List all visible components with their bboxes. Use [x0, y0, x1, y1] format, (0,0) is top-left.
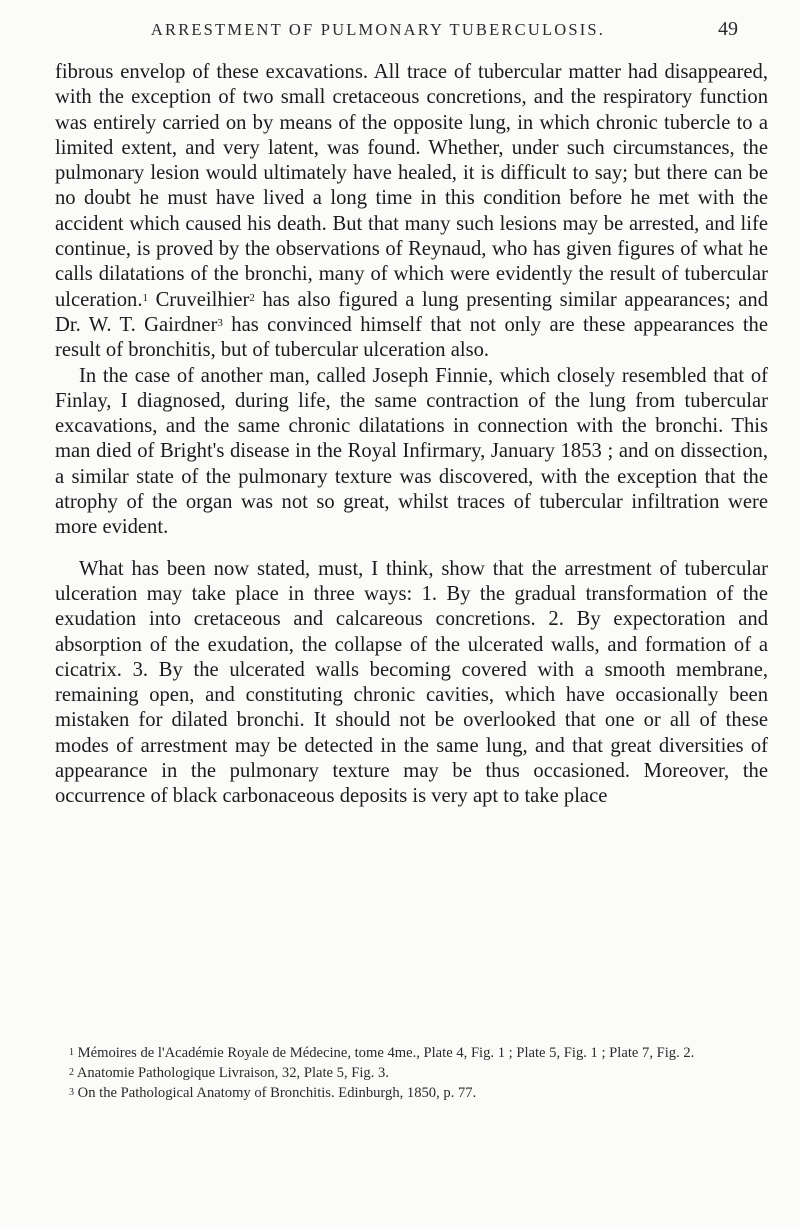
footnote: [55, 1064, 768, 1084]
paragraph-text: Cruveilhier: [147, 288, 250, 311]
paragraph-arrestment-modes: What has been now stated, must, I think, show that the arrestment of tubercular ulceration may take place in three ways: 1. By the gradual transformation of the exudation into cretaceous and calcareous concretions. 2. By expectoration and absorption of the exudation, the collapse of the ulcerated walls, and formation of a cicatrix. 3. By the ulcerated walls becoming covered with a smooth membrane, remaining open, and constituting chronic cavities, which have occasionally been mistaken for dilated bronchi. It should not be overlooked that one or all of these modes of arrestment may be detected in the same lung, and that great diversities of appearance in the pulmonary texture may be thus occasioned. Moreover, the occurrence of black carbonaceous deposits is very apt to take place: [55, 557, 768, 808]
paragraph-text: has also figured a lung presenting similar appearances; and Dr. W. T. Gairdner: [55, 288, 768, 336]
footnote-ref: 3: [217, 316, 223, 329]
paragraph-text: has convinced himself that not only are these appearances the result of bronchitis, but of tubercular ulceration also.: [55, 313, 768, 362]
page-number: 49: [718, 18, 738, 40]
paragraph-continuation: [55, 60, 768, 364]
footnote-marker: 1: [69, 1047, 74, 1058]
paragraph-finnie-case: In the case of another man, called Joseph Finnie, which closely resembled that of Finlay, I diagnosed, during life, the same contraction of the lung from tubercular excavations, and the same chronic dilatations in connection with the bronchi. This man died of Bright's disease in the Royal Infirmary, January 1853 ; and on dissection, a similar state of the pulmonary texture was discovered, with the exception that the atrophy of the organ was not so great, whilst traces of tubercular infiltration were more evident.: [55, 364, 768, 539]
running-title: ARRESTMENT OF PULMONARY TUBERCULOSIS.: [150, 20, 606, 39]
body-text: [55, 60, 768, 810]
footnote-text: Mémoires de l'Académie Royale de Médecine, tome 4me., Plate 4, Fig. 1 ; Plate 5, Fig. 1 ; Plate 7, Fig. 2.: [74, 1045, 695, 1061]
footnotes: [55, 1044, 768, 1103]
footnote-ref: 2: [249, 291, 255, 304]
footnote-marker: 2: [69, 1066, 74, 1078]
footnote-marker: 3: [69, 1086, 74, 1098]
footnote-ref: 1: [142, 291, 148, 304]
paragraph-text: fibrous envelop of these excavations. All trace of tubercular matter had disappeared, with the exception of two small cretaceous concretions, and the respiratory function was entirely carried on by means of the opposite lung, in which chronic tubercle to a limited extent, and very latent, was found. Whether, under such circumstances, the pulmonary lesion would ultimately have healed, it is difficult to say; but there can be no doubt he must have lived a long time in this condition before he met with the accident which caused his death. But that many such lesions may be arrested, and life continue, is proved by the observations of Reynaud, who has given figures of what he calls dilatations of the bronchi, many of which were evidently the result of tubercular ulceration.: [55, 61, 768, 311]
page-header: [0, 20, 800, 50]
footnote-text: Anatomie Pathologique Livraison, 32, Plate 5, Fig. 3.: [74, 1064, 389, 1081]
footnote: [55, 1084, 768, 1104]
footnote: [55, 1044, 768, 1064]
footnote-text: On the Pathological Anatomy of Bronchitis. Edinburgh, 1850, p. 77.: [74, 1084, 477, 1101]
